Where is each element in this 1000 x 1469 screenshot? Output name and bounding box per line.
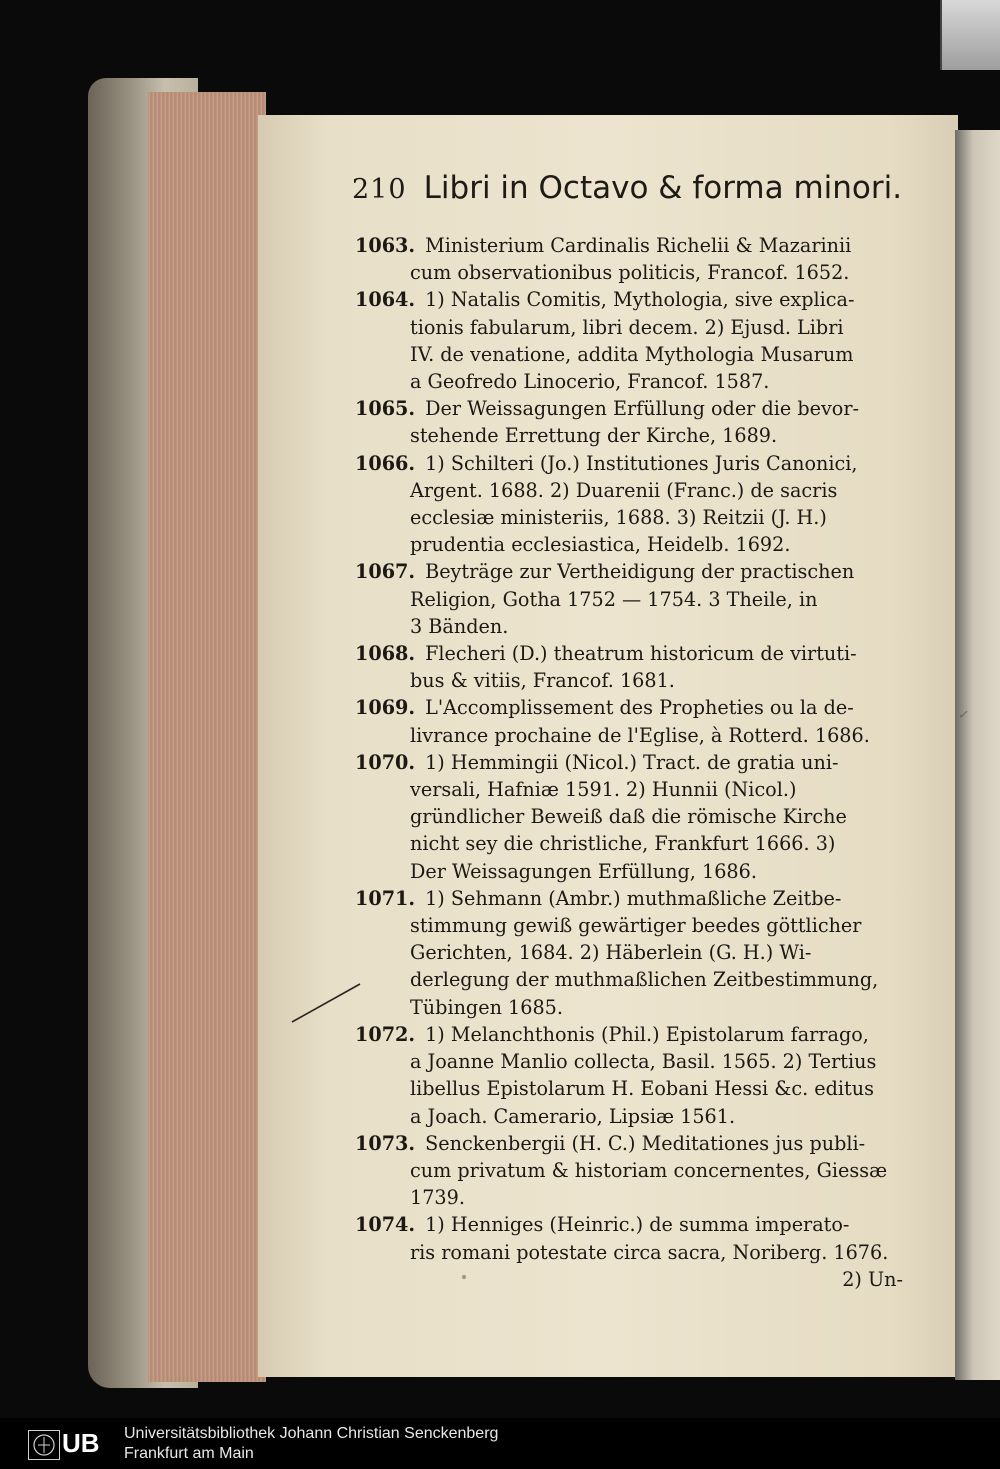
entry-text: derlegung der muthmaßlichen Zeitbestimmung, — [410, 968, 879, 992]
entry-number: 1069. — [355, 696, 416, 720]
entry-text: 1) Hemmingii (Nicol.) Tract. de gratia uni- — [425, 750, 839, 774]
entry-line — [355, 422, 903, 449]
entry-number: 1073. — [355, 1131, 416, 1155]
entry-number: 1067. — [355, 560, 416, 584]
library-logo-text: UB — [62, 1428, 100, 1458]
entry-text: a Joach. Camerario, Lipsiæ 1561. — [410, 1104, 736, 1128]
entry-text: gründlicher Beweiß daß die römische Kirche — [410, 805, 847, 829]
entry-text: Ministerium Cardinalis Richelii & Mazarinii — [425, 234, 852, 257]
entry-line — [355, 694, 903, 721]
entry-number: 1064. — [355, 288, 416, 312]
entry-line — [355, 477, 903, 504]
entry-text: stimmung gewiß gewärtiger beedes göttlicher — [410, 914, 862, 938]
adjacent-page — [955, 130, 1000, 1380]
entry-text: bus & vitiis, Francof. 1681. — [410, 669, 675, 693]
entry-line — [355, 939, 903, 966]
ink-speck — [462, 1275, 466, 1279]
entry-number: 1070. — [355, 750, 416, 774]
catalog-entries — [355, 232, 903, 1293]
entry-line — [355, 1130, 903, 1157]
entry-line — [355, 749, 903, 776]
entry-text: stehende Errettung der Kirche, 1689. — [410, 424, 778, 448]
catalog-entry — [355, 1130, 903, 1212]
library-footer — [0, 1418, 1000, 1469]
entry-line — [355, 504, 903, 531]
entry-line — [355, 966, 903, 993]
entry-line — [355, 858, 903, 885]
entry-text: versali, Hafniæ 1591. 2) Hunnii (Nicol.) — [410, 778, 797, 802]
page-header — [352, 170, 952, 220]
entry-text: livrance prochaine de l'Eglise, à Rotterd. 1686. — [410, 723, 870, 747]
page-clip — [940, 0, 1000, 70]
entry-text: IV. de venatione, addita Mythologia Musarum — [410, 342, 854, 366]
catalog-entry — [355, 558, 903, 640]
catalog-entry — [355, 286, 903, 395]
entry-text: cum privatum & historiam concernentes, Giessæ — [410, 1158, 888, 1182]
entry-line — [355, 1184, 903, 1211]
entry-line — [355, 722, 903, 749]
pen-mark — [290, 982, 362, 1024]
entry-text: L'Accomplissement des Propheties ou la de- — [425, 696, 854, 720]
entry-line — [355, 259, 903, 286]
entry-number: 1071. — [355, 886, 416, 910]
entry-text: a Geofredo Linocerio, Francof. 1587. — [410, 370, 770, 394]
entry-text: Flecheri (D.) theatrum historicum de virtuti- — [425, 642, 857, 666]
entry-line — [355, 531, 903, 558]
entry-line — [355, 1075, 903, 1102]
entry-text: Gerichten, 1684. 2) Häberlein (G. H.) Wi- — [410, 941, 812, 965]
entry-line — [355, 1211, 903, 1238]
entry-text: 1) Henniges (Heinric.) de summa imperato- — [425, 1213, 850, 1237]
entry-line — [355, 1048, 903, 1075]
entry-line — [355, 667, 903, 694]
entry-text: Tübingen 1685. — [410, 995, 563, 1019]
entry-line — [355, 286, 903, 313]
entry-text: nicht sey die christliche, Frankfurt 1666. 3) — [410, 832, 836, 856]
entry-line — [355, 341, 903, 368]
entry-line — [355, 640, 903, 667]
entry-line — [355, 885, 903, 912]
catalog-entry — [355, 450, 903, 559]
entry-text: 1) Melanchthonis (Phil.) Epistolarum farrago, — [425, 1022, 869, 1046]
entry-line — [355, 450, 903, 477]
entry-line — [355, 558, 903, 585]
entry-text: Religion, Gotha 1752 — 1754. 3 Theile, in — [410, 587, 818, 611]
entry-line — [355, 830, 903, 857]
entry-text: Der Weissagungen Erfüllung oder die bevor- — [425, 397, 860, 421]
entry-text: ris romani potestate circa sacra, Noriberg. 1676. — [410, 1240, 889, 1264]
entry-line — [355, 1021, 903, 1048]
entry-text: Beyträge zur Vertheidigung der practischen — [425, 560, 855, 584]
institution-name: Universitätsbibliothek Johann Christian Senckenberg — [124, 1425, 499, 1442]
entry-line — [355, 232, 903, 259]
catalog-entry — [355, 749, 903, 885]
entry-text: tionis fabularum, libri decem. 2) Ejusd. Libri — [410, 315, 844, 339]
entry-text: Senckenbergii (H. C.) Meditationes jus publi- — [425, 1131, 866, 1155]
catalog-entry — [355, 694, 903, 748]
entry-number: 1074. — [355, 1213, 416, 1237]
entry-text: 1) Schilteri (Jo.) Institutiones Juris Canonici, — [425, 451, 858, 475]
entry-text: prudentia ecclesiastica, Heidelb. 1692. — [410, 533, 791, 557]
entry-text: ecclesiæ ministeriis, 1688. 3) Reitzii (J. H.) — [410, 506, 827, 530]
catalog-entry — [355, 1211, 903, 1265]
entry-line — [355, 1103, 903, 1130]
catchword: 2) Un- — [842, 1267, 903, 1291]
entry-line — [355, 912, 903, 939]
page-edges — [148, 92, 266, 1382]
entry-number: 1072. — [355, 1022, 416, 1046]
entry-text: Der Weissagungen Erfüllung, 1686. — [410, 859, 757, 883]
entry-text: 1) Natalis Comitis, Mythologia, sive explica- — [425, 288, 855, 312]
entry-number: 1065. — [355, 397, 416, 421]
catalog-entry — [355, 395, 903, 449]
entry-text: cum observationibus politicis, Francof. 1652. — [410, 261, 850, 285]
entry-text: Argent. 1688. 2) Duarenii (Franc.) de sacris — [410, 478, 838, 502]
entry-line — [355, 994, 903, 1021]
entry-text: 1739. — [410, 1186, 465, 1210]
entry-line — [355, 803, 903, 830]
entry-line — [355, 613, 903, 640]
catalog-entry — [355, 1021, 903, 1130]
entry-number: 1063. — [355, 234, 416, 257]
catalog-entry — [355, 232, 903, 286]
entry-text: a Joanne Manlio collecta, Basil. 1565. 2) Tertius — [410, 1050, 877, 1074]
entry-number: 1068. — [355, 642, 416, 666]
catalog-entry — [355, 640, 903, 694]
entry-line — [355, 586, 903, 613]
institution-city: Frankfurt am Main — [124, 1445, 254, 1462]
catalog-entry — [355, 885, 903, 1021]
entry-number: 1066. — [355, 451, 416, 475]
entry-line — [355, 314, 903, 341]
entry-line — [355, 368, 903, 395]
entry-line — [355, 1157, 903, 1184]
page-number: 210 — [352, 174, 407, 205]
entry-line — [355, 395, 903, 422]
entry-text: 1) Sehmann (Ambr.) muthmaßliche Zeitbe- — [425, 886, 842, 910]
margin-annotation: ✓ — [957, 707, 970, 724]
entry-line — [355, 776, 903, 803]
library-emblem-icon — [28, 1430, 60, 1460]
entry-text: 3 Bänden. — [410, 614, 509, 638]
entry-text: libellus Epistolarum H. Eobani Hessi &c. editus — [410, 1077, 874, 1101]
entry-line — [355, 1239, 903, 1266]
running-title: Libri in Octavo & forma minori. — [423, 170, 903, 206]
